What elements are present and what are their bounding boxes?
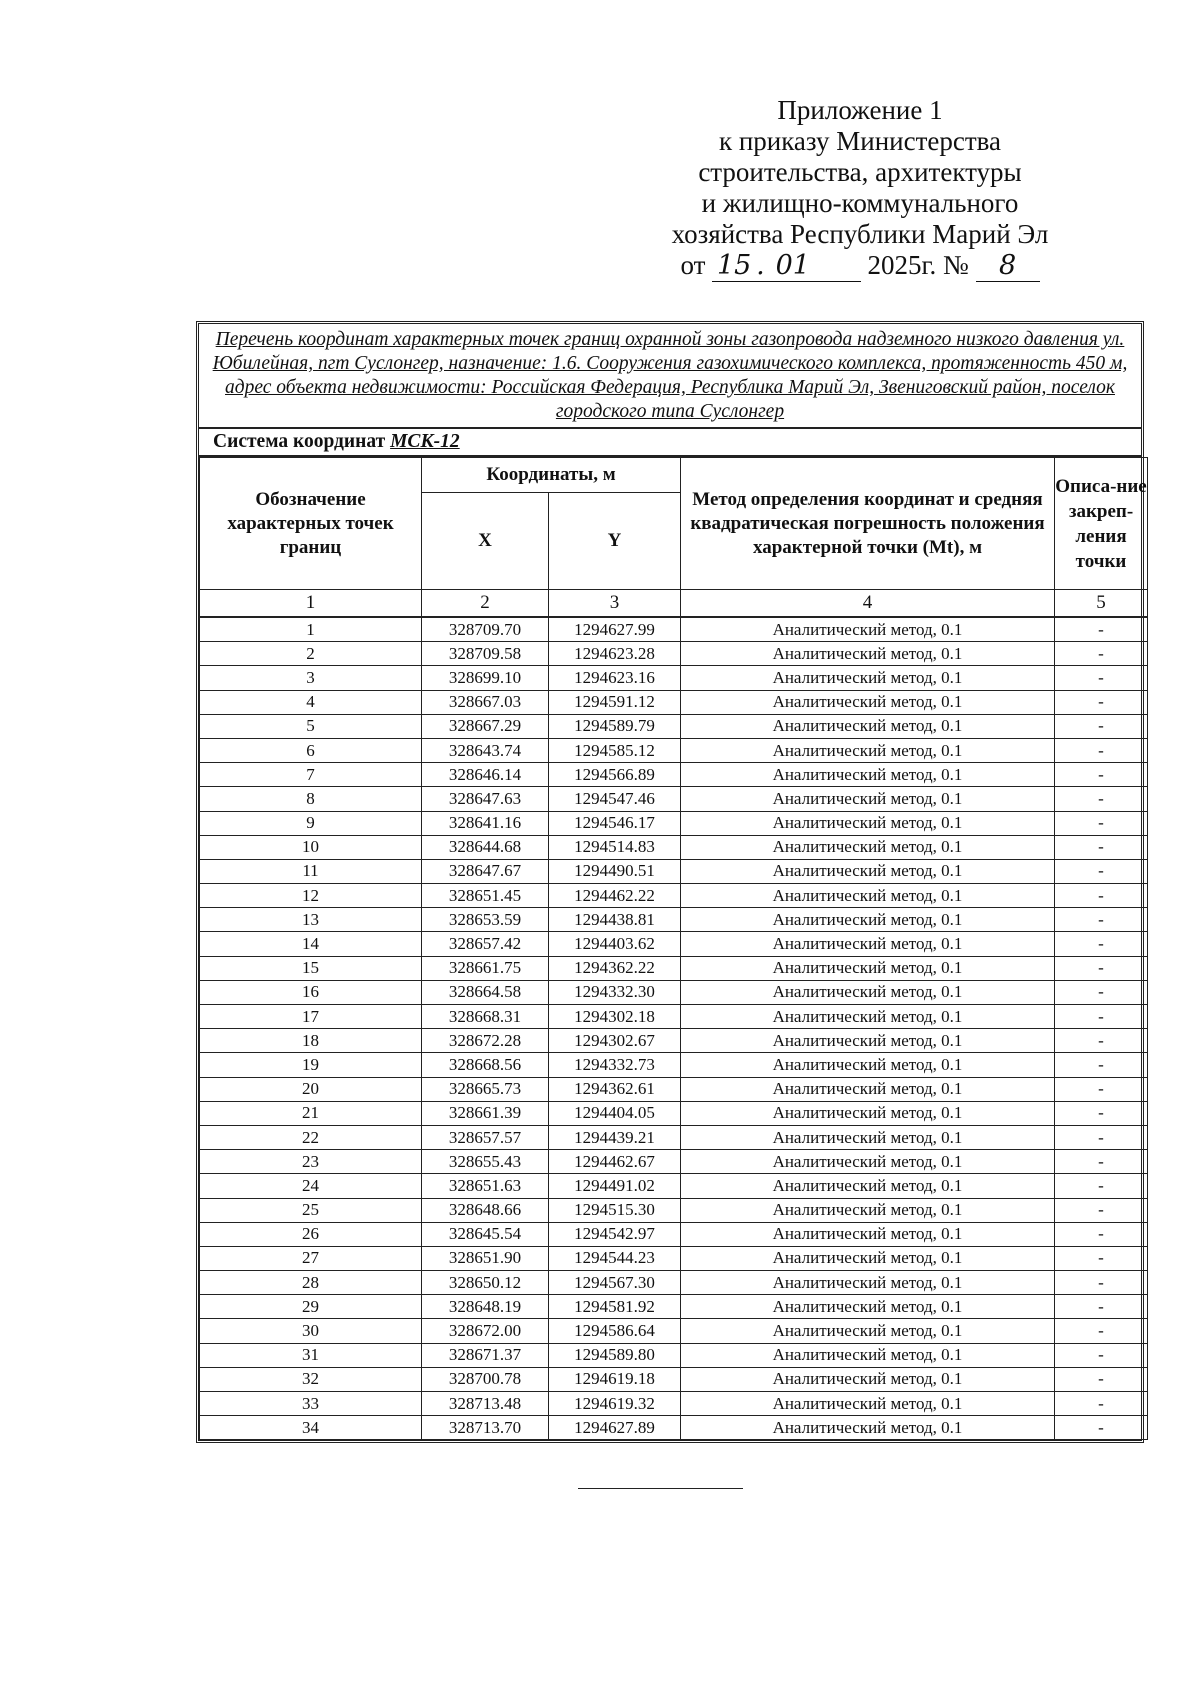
appendix-header xyxy=(600,95,1120,282)
cell-x: 328648.19 xyxy=(422,1295,549,1319)
cell-y: 1294627.99 xyxy=(549,617,681,642)
cell-method: Аналитический метод, 0.1 xyxy=(681,1295,1055,1319)
table-row xyxy=(200,1367,1148,1391)
table-row xyxy=(200,932,1148,956)
cell-method: Аналитический метод, 0.1 xyxy=(681,1319,1055,1343)
table-row xyxy=(200,1392,1148,1416)
coordinate-system xyxy=(199,429,1141,457)
table-row xyxy=(200,1053,1148,1077)
cell-method: Аналитический метод, 0.1 xyxy=(681,1343,1055,1367)
cell-x: 328671.37 xyxy=(422,1343,549,1367)
cell-y: 1294332.30 xyxy=(549,980,681,1004)
header-line: строительства, архитектуры xyxy=(698,157,1022,187)
cell-x: 328668.31 xyxy=(422,1005,549,1029)
cell-x: 328657.42 xyxy=(422,932,549,956)
cell-description: - xyxy=(1055,1271,1148,1295)
cell-point: 12 xyxy=(200,884,422,908)
cell-x: 328665.73 xyxy=(422,1077,549,1101)
cell-method: Аналитический метод, 0.1 xyxy=(681,884,1055,908)
cell-description: - xyxy=(1055,1077,1148,1101)
cell-y: 1294515.30 xyxy=(549,1198,681,1222)
cell-method: Аналитический метод, 0.1 xyxy=(681,1150,1055,1174)
cell-x: 328661.39 xyxy=(422,1101,549,1125)
cell-y: 1294302.18 xyxy=(549,1005,681,1029)
cell-method: Аналитический метод, 0.1 xyxy=(681,956,1055,980)
table-row xyxy=(200,738,1148,762)
table-row xyxy=(200,956,1148,980)
cell-point: 5 xyxy=(200,714,422,738)
cell-description: - xyxy=(1055,1392,1148,1416)
cell-description: - xyxy=(1055,1246,1148,1270)
table-row xyxy=(200,1319,1148,1343)
cell-y: 1294439.21 xyxy=(549,1125,681,1149)
table-row xyxy=(200,1174,1148,1198)
cell-x: 328646.14 xyxy=(422,763,549,787)
cell-x: 328643.74 xyxy=(422,738,549,762)
coordinate-system-label: Система координат xyxy=(213,431,386,452)
table-frame xyxy=(196,321,1147,1443)
cell-y: 1294591.12 xyxy=(549,690,681,714)
table-row xyxy=(200,1077,1148,1101)
cell-point: 10 xyxy=(200,835,422,859)
cell-x: 328644.68 xyxy=(422,835,549,859)
cell-y: 1294581.92 xyxy=(549,1295,681,1319)
table-row xyxy=(200,617,1148,642)
cell-method: Аналитический метод, 0.1 xyxy=(681,1125,1055,1149)
cell-point: 20 xyxy=(200,1077,422,1101)
cell-description: - xyxy=(1055,1174,1148,1198)
end-divider xyxy=(578,1488,743,1489)
cell-x: 328651.45 xyxy=(422,884,549,908)
cell-description: - xyxy=(1055,1367,1148,1391)
cell-x: 328672.00 xyxy=(422,1319,549,1343)
table-row xyxy=(200,1343,1148,1367)
cell-description: - xyxy=(1055,690,1148,714)
cell-x: 328655.43 xyxy=(422,1150,549,1174)
date-suffix: г. № xyxy=(921,250,969,280)
table-row xyxy=(200,811,1148,835)
cell-point: 34 xyxy=(200,1416,422,1440)
table-row xyxy=(200,763,1148,787)
cell-point: 24 xyxy=(200,1174,422,1198)
column-header-point: Обозначение характерных точек границ xyxy=(200,458,422,590)
cell-y: 1294589.80 xyxy=(549,1343,681,1367)
cell-x: 328700.78 xyxy=(422,1367,549,1391)
cell-x: 328668.56 xyxy=(422,1053,549,1077)
cell-x: 328651.63 xyxy=(422,1174,549,1198)
cell-description: - xyxy=(1055,1343,1148,1367)
cell-y: 1294619.32 xyxy=(549,1392,681,1416)
cell-description: - xyxy=(1055,884,1148,908)
cell-x: 328648.66 xyxy=(422,1198,549,1222)
table-row xyxy=(200,1222,1148,1246)
cell-description: - xyxy=(1055,787,1148,811)
cell-x: 328645.54 xyxy=(422,1222,549,1246)
table-row xyxy=(200,1125,1148,1149)
cell-description: - xyxy=(1055,763,1148,787)
cell-method: Аналитический метод, 0.1 xyxy=(681,1246,1055,1270)
cell-y: 1294542.97 xyxy=(549,1222,681,1246)
cell-point: 25 xyxy=(200,1198,422,1222)
cell-description: - xyxy=(1055,835,1148,859)
cell-point: 27 xyxy=(200,1246,422,1270)
date-separator: . xyxy=(756,250,765,281)
cell-point: 30 xyxy=(200,1319,422,1343)
table-row xyxy=(200,859,1148,883)
cell-point: 29 xyxy=(200,1295,422,1319)
cell-x: 328672.28 xyxy=(422,1029,549,1053)
cell-point: 17 xyxy=(200,1005,422,1029)
cell-x: 328657.57 xyxy=(422,1125,549,1149)
cell-method: Аналитический метод, 0.1 xyxy=(681,1101,1055,1125)
cell-point: 6 xyxy=(200,738,422,762)
column-header-method: Метод определения координат и средняя квадратическая погрешность положения характерной точки (Mt), м xyxy=(681,458,1055,590)
header-line: Приложение 1 xyxy=(777,95,943,125)
cell-point: 16 xyxy=(200,980,422,1004)
cell-description: - xyxy=(1055,642,1148,666)
column-number: 2 xyxy=(422,590,549,618)
cell-x: 328653.59 xyxy=(422,908,549,932)
cell-description: - xyxy=(1055,1416,1148,1440)
cell-method: Аналитический метод, 0.1 xyxy=(681,1416,1055,1440)
cell-y: 1294491.02 xyxy=(549,1174,681,1198)
cell-method: Аналитический метод, 0.1 xyxy=(681,1198,1055,1222)
cell-x: 328650.12 xyxy=(422,1271,549,1295)
cell-y: 1294546.17 xyxy=(549,811,681,835)
column-header-description: Описа-ние закреп-ления точки xyxy=(1055,458,1148,590)
table-row xyxy=(200,714,1148,738)
date-year: 2025 xyxy=(867,250,922,280)
column-number: 5 xyxy=(1055,590,1148,618)
date-prefix: от xyxy=(680,250,706,280)
cell-x: 328713.48 xyxy=(422,1392,549,1416)
cell-description: - xyxy=(1055,714,1148,738)
cell-point: 23 xyxy=(200,1150,422,1174)
column-number: 3 xyxy=(549,590,681,618)
cell-method: Аналитический метод, 0.1 xyxy=(681,787,1055,811)
cell-description: - xyxy=(1055,859,1148,883)
table-row xyxy=(200,908,1148,932)
cell-x: 328647.67 xyxy=(422,859,549,883)
table-row xyxy=(200,1005,1148,1029)
cell-method: Аналитический метод, 0.1 xyxy=(681,1053,1055,1077)
table-row xyxy=(200,1416,1148,1440)
cell-point: 14 xyxy=(200,932,422,956)
cell-y: 1294462.22 xyxy=(549,884,681,908)
cell-description: - xyxy=(1055,1029,1148,1053)
cell-point: 3 xyxy=(200,666,422,690)
cell-description: - xyxy=(1055,956,1148,980)
table-row xyxy=(200,690,1148,714)
cell-point: 1 xyxy=(200,617,422,642)
cell-method: Аналитический метод, 0.1 xyxy=(681,932,1055,956)
cell-method: Аналитический метод, 0.1 xyxy=(681,908,1055,932)
cell-method: Аналитический метод, 0.1 xyxy=(681,1174,1055,1198)
cell-y: 1294362.22 xyxy=(549,956,681,980)
header-line: и жилищно-коммунального xyxy=(701,188,1019,218)
cell-x: 328709.70 xyxy=(422,617,549,642)
cell-description: - xyxy=(1055,811,1148,835)
cell-method: Аналитический метод, 0.1 xyxy=(681,1222,1055,1246)
cell-description: - xyxy=(1055,617,1148,642)
cell-method: Аналитический метод, 0.1 xyxy=(681,859,1055,883)
cell-point: 18 xyxy=(200,1029,422,1053)
cell-y: 1294619.18 xyxy=(549,1367,681,1391)
cell-y: 1294623.16 xyxy=(549,666,681,690)
cell-method: Аналитический метод, 0.1 xyxy=(681,714,1055,738)
table-body xyxy=(200,617,1148,1440)
cell-point: 7 xyxy=(200,763,422,787)
table-row xyxy=(200,980,1148,1004)
table-row xyxy=(200,642,1148,666)
cell-y: 1294462.67 xyxy=(549,1150,681,1174)
cell-y: 1294566.89 xyxy=(549,763,681,787)
table-row xyxy=(200,1246,1148,1270)
order-number: 8 xyxy=(976,250,1040,282)
cell-description: - xyxy=(1055,1125,1148,1149)
cell-description: - xyxy=(1055,1005,1148,1029)
cell-x: 328699.10 xyxy=(422,666,549,690)
cell-description: - xyxy=(1055,908,1148,932)
cell-y: 1294627.89 xyxy=(549,1416,681,1440)
cell-method: Аналитический метод, 0.1 xyxy=(681,642,1055,666)
column-header-y: Y xyxy=(549,493,681,590)
cell-point: 22 xyxy=(200,1125,422,1149)
table-row xyxy=(200,1198,1148,1222)
cell-y: 1294585.12 xyxy=(549,738,681,762)
coordinates-table-container xyxy=(196,321,1147,1443)
cell-point: 11 xyxy=(200,859,422,883)
cell-method: Аналитический метод, 0.1 xyxy=(681,738,1055,762)
cell-method: Аналитический метод, 0.1 xyxy=(681,666,1055,690)
cell-y: 1294623.28 xyxy=(549,642,681,666)
cell-method: Аналитический метод, 0.1 xyxy=(681,1077,1055,1101)
cell-x: 328664.58 xyxy=(422,980,549,1004)
cell-point: 33 xyxy=(200,1392,422,1416)
cell-y: 1294589.79 xyxy=(549,714,681,738)
cell-point: 28 xyxy=(200,1271,422,1295)
cell-y: 1294514.83 xyxy=(549,835,681,859)
column-number: 1 xyxy=(200,590,422,618)
cell-point: 32 xyxy=(200,1367,422,1391)
cell-method: Аналитический метод, 0.1 xyxy=(681,1005,1055,1029)
cell-y: 1294567.30 xyxy=(549,1271,681,1295)
cell-description: - xyxy=(1055,1295,1148,1319)
cell-method: Аналитический метод, 0.1 xyxy=(681,690,1055,714)
cell-method: Аналитический метод, 0.1 xyxy=(681,763,1055,787)
table-row xyxy=(200,666,1148,690)
cell-description: - xyxy=(1055,1198,1148,1222)
cell-x: 328647.63 xyxy=(422,787,549,811)
cell-y: 1294332.73 xyxy=(549,1053,681,1077)
table-row xyxy=(200,1150,1148,1174)
cell-y: 1294544.23 xyxy=(549,1246,681,1270)
date-day: 15 xyxy=(712,250,756,282)
cell-point: 13 xyxy=(200,908,422,932)
cell-point: 31 xyxy=(200,1343,422,1367)
cell-point: 9 xyxy=(200,811,422,835)
cell-y: 1294302.67 xyxy=(549,1029,681,1053)
cell-method: Аналитический метод, 0.1 xyxy=(681,1271,1055,1295)
cell-x: 328713.70 xyxy=(422,1416,549,1440)
cell-y: 1294403.62 xyxy=(549,932,681,956)
date-month: 01 xyxy=(765,250,821,282)
cell-description: - xyxy=(1055,738,1148,762)
cell-method: Аналитический метод, 0.1 xyxy=(681,617,1055,642)
table-row xyxy=(200,1295,1148,1319)
cell-method: Аналитический метод, 0.1 xyxy=(681,1367,1055,1391)
cell-point: 26 xyxy=(200,1222,422,1246)
cell-y: 1294404.05 xyxy=(549,1101,681,1125)
coordinates-table xyxy=(199,457,1148,1440)
cell-method: Аналитический метод, 0.1 xyxy=(681,835,1055,859)
coordinate-system-value: МСК-12 xyxy=(390,431,460,452)
document-title: Перечень координат характерных точек границ охранной зоны газопровода надземного низкого давления ул. Юбилейная, пгт Суслонгер, назначение: 1.6. Сооружения газохимического комплекса, протяженность 450 м, адрес объекта недвижимости: Российская Федерация, Республика Марий Эл, Звениговский район, поселок городского типа Суслонгер xyxy=(199,324,1141,429)
cell-x: 328651.90 xyxy=(422,1246,549,1270)
cell-description: - xyxy=(1055,1319,1148,1343)
header-line: к приказу Министерства xyxy=(718,126,1002,156)
cell-point: 8 xyxy=(200,787,422,811)
table-row xyxy=(200,1271,1148,1295)
cell-y: 1294586.64 xyxy=(549,1319,681,1343)
table-row xyxy=(200,787,1148,811)
cell-x: 328641.16 xyxy=(422,811,549,835)
cell-description: - xyxy=(1055,932,1148,956)
cell-y: 1294438.81 xyxy=(549,908,681,932)
cell-point: 4 xyxy=(200,690,422,714)
cell-description: - xyxy=(1055,1222,1148,1246)
cell-y: 1294547.46 xyxy=(549,787,681,811)
cell-point: 15 xyxy=(200,956,422,980)
cell-description: - xyxy=(1055,1101,1148,1125)
cell-y: 1294362.61 xyxy=(549,1077,681,1101)
order-date-line xyxy=(600,250,1120,282)
cell-method: Аналитический метод, 0.1 xyxy=(681,811,1055,835)
cell-point: 21 xyxy=(200,1101,422,1125)
cell-description: - xyxy=(1055,666,1148,690)
header-line: хозяйства Республики Марий Эл xyxy=(671,219,1049,249)
cell-x: 328709.58 xyxy=(422,642,549,666)
cell-description: - xyxy=(1055,980,1148,1004)
table-row xyxy=(200,1029,1148,1053)
cell-x: 328661.75 xyxy=(422,956,549,980)
cell-x: 328667.29 xyxy=(422,714,549,738)
cell-point: 2 xyxy=(200,642,422,666)
cell-point: 19 xyxy=(200,1053,422,1077)
table-row xyxy=(200,835,1148,859)
cell-method: Аналитический метод, 0.1 xyxy=(681,1029,1055,1053)
table-row xyxy=(200,884,1148,908)
column-number: 4 xyxy=(681,590,1055,618)
cell-y: 1294490.51 xyxy=(549,859,681,883)
column-header-x: X xyxy=(422,493,549,590)
cell-x: 328667.03 xyxy=(422,690,549,714)
column-header-coords: Координаты, м xyxy=(422,458,681,493)
cell-description: - xyxy=(1055,1150,1148,1174)
cell-method: Аналитический метод, 0.1 xyxy=(681,1392,1055,1416)
cell-method: Аналитический метод, 0.1 xyxy=(681,980,1055,1004)
cell-description: - xyxy=(1055,1053,1148,1077)
table-row xyxy=(200,1101,1148,1125)
